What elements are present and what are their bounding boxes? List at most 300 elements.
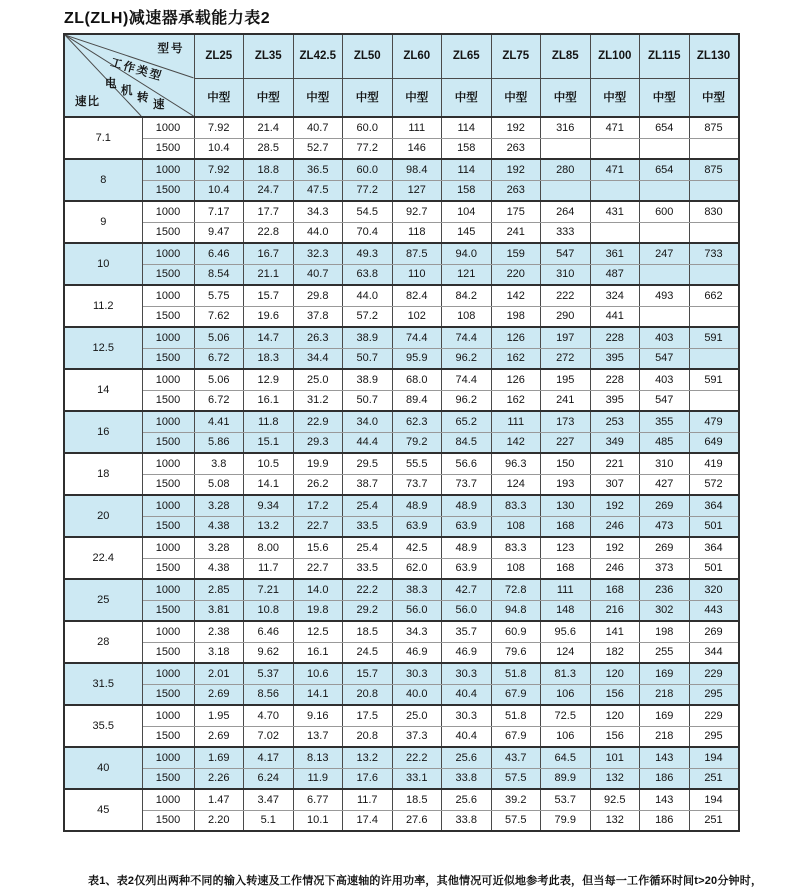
value-cell: 132 [590,810,640,831]
value-cell: 54.5 [343,201,393,222]
value-cell: 9.47 [194,222,244,243]
table-row [64,117,739,138]
value-cell: 6.24 [244,768,294,789]
value-cell: 169 [640,705,690,726]
value-cell [640,264,690,285]
value-cell [689,306,739,327]
speed-cell: 1000 [142,411,194,432]
speed-cell: 1000 [142,621,194,642]
value-cell: 132 [590,768,640,789]
value-cell: 236 [640,579,690,600]
type-header: 中型 [590,78,640,117]
value-cell: 20.8 [343,684,393,705]
value-cell: 111 [541,579,591,600]
type-header: 中型 [392,78,442,117]
ratio-cell: 40 [64,747,142,789]
value-cell: 56.0 [442,600,492,621]
value-cell: 114 [442,117,492,138]
value-cell: 8.00 [244,537,294,558]
value-cell: 101 [590,747,640,768]
value-cell: 32.3 [293,243,343,264]
value-cell: 192 [491,117,541,138]
value-cell: 7.92 [194,117,244,138]
value-cell: 1.47 [194,789,244,810]
table-row [64,600,739,621]
value-cell: 349 [590,432,640,453]
value-cell: 120 [590,663,640,684]
speed-cell: 1500 [142,642,194,663]
value-cell: 38.9 [343,369,393,390]
value-cell: 40.4 [442,684,492,705]
value-cell: 124 [541,642,591,663]
value-cell: 47.5 [293,180,343,201]
value-cell: 108 [442,306,492,327]
value-cell: 40.0 [392,684,442,705]
type-header: 中型 [293,78,343,117]
value-cell: 126 [491,327,541,348]
value-cell: 24.5 [343,642,393,663]
value-cell: 39.2 [491,789,541,810]
value-cell: 310 [541,264,591,285]
table-row [64,810,739,831]
value-cell: 111 [392,117,442,138]
value-cell: 875 [689,117,739,138]
value-cell: 37.3 [392,726,442,747]
value-cell: 395 [590,390,640,411]
corner-label-model: 型号 [157,43,185,55]
value-cell: 150 [541,453,591,474]
value-cell: 50.7 [343,390,393,411]
value-cell: 5.75 [194,285,244,306]
value-cell: 11.7 [244,558,294,579]
value-cell: 49.3 [343,243,393,264]
value-cell: 733 [689,243,739,264]
value-cell: 269 [640,537,690,558]
value-cell: 302 [640,600,690,621]
value-cell: 63.8 [343,264,393,285]
value-cell: 14.1 [293,684,343,705]
model-header-ZL50: ZL50 [343,34,393,78]
ratio-cell: 22.4 [64,537,142,579]
value-cell [590,180,640,201]
value-cell [689,138,739,159]
value-cell: 79.2 [392,432,442,453]
table-row [64,789,739,810]
value-cell: 34.4 [293,348,343,369]
value-cell: 141 [590,621,640,642]
value-cell: 6.46 [194,243,244,264]
table-row [64,621,739,642]
value-cell: 17.2 [293,495,343,516]
table-row [64,537,739,558]
value-cell: 227 [541,432,591,453]
value-cell: 192 [590,495,640,516]
table-row [64,180,739,201]
table-row [64,159,739,180]
value-cell [689,264,739,285]
value-cell: 572 [689,474,739,495]
value-cell: 222 [541,285,591,306]
ratio-cell: 25 [64,579,142,621]
value-cell: 2.01 [194,663,244,684]
value-cell: 158 [442,180,492,201]
value-cell: 162 [491,348,541,369]
value-cell: 441 [590,306,640,327]
value-cell: 493 [640,285,690,306]
model-header-ZL35: ZL35 [244,34,294,78]
value-cell: 9.62 [244,642,294,663]
value-cell: 547 [640,390,690,411]
value-cell: 263 [491,180,541,201]
value-cell: 186 [640,810,690,831]
value-cell: 18.5 [392,789,442,810]
value-cell: 3.8 [194,453,244,474]
value-cell: 30.3 [392,663,442,684]
value-cell: 22.2 [392,747,442,768]
value-cell: 320 [689,579,739,600]
value-cell: 57.5 [491,810,541,831]
speed-cell: 1500 [142,432,194,453]
speed-cell: 1500 [142,348,194,369]
value-cell: 501 [689,558,739,579]
table-row [64,411,739,432]
value-cell: 241 [541,390,591,411]
value-cell: 74.4 [392,327,442,348]
table-row [64,348,739,369]
value-cell [689,222,739,243]
value-cell: 14.0 [293,579,343,600]
value-cell: 38.7 [343,474,393,495]
value-cell: 192 [590,537,640,558]
capacity-table [63,33,740,832]
value-cell: 98.4 [392,159,442,180]
value-cell: 102 [392,306,442,327]
value-cell: 124 [491,474,541,495]
value-cell: 182 [590,642,640,663]
value-cell: 290 [541,306,591,327]
ratio-cell: 7.1 [64,117,142,159]
value-cell: 269 [689,621,739,642]
value-cell: 479 [689,411,739,432]
value-cell: 48.9 [442,537,492,558]
table-row [64,747,739,768]
value-cell: 50.7 [343,348,393,369]
value-cell: 10.1 [293,810,343,831]
value-cell: 67.9 [491,726,541,747]
value-cell: 25.6 [442,789,492,810]
value-cell: 487 [590,264,640,285]
model-header-ZL115: ZL115 [640,34,690,78]
value-cell: 654 [640,117,690,138]
value-cell [541,180,591,201]
value-cell: 7.21 [244,579,294,600]
footnote: 表1、表2仅列出两种不同的输入转速及工作情况下高速轴的许用功率，其他情况可近似地参考此表，但当每一工作循环时间t>20分钟时， [88,875,763,887]
value-cell: 228 [590,369,640,390]
value-cell: 15.7 [244,285,294,306]
table-row [64,642,739,663]
value-cell: 42.7 [442,579,492,600]
value-cell: 16.7 [244,243,294,264]
value-cell: 419 [689,453,739,474]
value-cell: 74.4 [442,327,492,348]
value-cell: 307 [590,474,640,495]
model-header-ZL75: ZL75 [491,34,541,78]
value-cell: 94.0 [442,243,492,264]
speed-cell: 1000 [142,495,194,516]
value-cell: 14.1 [244,474,294,495]
table-row [64,264,739,285]
value-cell: 471 [590,159,640,180]
value-cell: 34.0 [343,411,393,432]
value-cell: 173 [541,411,591,432]
value-cell: 121 [442,264,492,285]
value-cell: 42.5 [392,537,442,558]
speed-cell: 1000 [142,789,194,810]
value-cell: 12.5 [293,621,343,642]
value-cell: 95.6 [541,621,591,642]
value-cell: 40.7 [293,117,343,138]
value-cell: 96.2 [442,348,492,369]
value-cell: 22.7 [293,516,343,537]
value-cell: 218 [640,684,690,705]
value-cell: 111 [491,411,541,432]
value-cell: 89.4 [392,390,442,411]
value-cell: 169 [640,663,690,684]
value-cell: 17.5 [343,705,393,726]
value-cell: 17.6 [343,768,393,789]
page-title: ZL(ZLH)减速器承载能力表2 [64,10,271,27]
value-cell: 25.4 [343,537,393,558]
value-cell: 4.70 [244,705,294,726]
value-cell: 38.3 [392,579,442,600]
value-cell: 26.3 [293,327,343,348]
value-cell: 547 [640,348,690,369]
value-cell: 7.62 [194,306,244,327]
value-cell: 22.2 [343,579,393,600]
value-cell: 142 [491,285,541,306]
value-cell: 19.8 [293,600,343,621]
value-cell: 33.5 [343,516,393,537]
value-cell: 186 [640,768,690,789]
table-body [64,117,739,831]
table-row [64,768,739,789]
value-cell: 77.2 [343,180,393,201]
speed-cell: 1000 [142,201,194,222]
speed-cell: 1500 [142,558,194,579]
value-cell: 10.4 [194,180,244,201]
value-cell: 60.0 [343,117,393,138]
value-cell: 44.0 [343,285,393,306]
value-cell [590,222,640,243]
type-header: 中型 [541,78,591,117]
value-cell: 79.6 [491,642,541,663]
value-cell: 94.8 [491,600,541,621]
value-cell: 8.56 [244,684,294,705]
value-cell: 473 [640,516,690,537]
value-cell: 295 [689,726,739,747]
value-cell: 198 [491,306,541,327]
value-cell: 4.17 [244,747,294,768]
value-cell: 143 [640,789,690,810]
value-cell: 269 [640,495,690,516]
value-cell: 168 [541,558,591,579]
corner-header-cell [64,34,194,117]
value-cell: 20.8 [343,726,393,747]
value-cell: 662 [689,285,739,306]
value-cell: 9.16 [293,705,343,726]
speed-cell: 1000 [142,369,194,390]
table-row [64,579,739,600]
value-cell: 241 [491,222,541,243]
value-cell: 63.9 [442,558,492,579]
value-cell: 221 [590,453,640,474]
ratio-cell: 20 [64,495,142,537]
value-cell: 220 [491,264,541,285]
value-cell: 373 [640,558,690,579]
value-cell: 547 [541,243,591,264]
value-cell: 51.8 [491,705,541,726]
value-cell: 875 [689,159,739,180]
value-cell: 21.4 [244,117,294,138]
value-cell: 2.69 [194,684,244,705]
value-cell: 43.7 [491,747,541,768]
value-cell: 471 [590,117,640,138]
speed-cell: 1000 [142,285,194,306]
value-cell: 120 [590,705,640,726]
model-header-ZL85: ZL85 [541,34,591,78]
value-cell: 263 [491,138,541,159]
value-cell: 114 [442,159,492,180]
value-cell [689,348,739,369]
value-cell: 17.7 [244,201,294,222]
table-row [64,390,739,411]
value-cell [640,138,690,159]
value-cell: 27.6 [392,810,442,831]
value-cell: 5.06 [194,327,244,348]
value-cell: 344 [689,642,739,663]
value-cell: 92.5 [590,789,640,810]
value-cell: 600 [640,201,690,222]
value-cell: 62.3 [392,411,442,432]
speed-cell: 1500 [142,474,194,495]
model-header-ZL100: ZL100 [590,34,640,78]
value-cell: 159 [491,243,541,264]
value-cell: 110 [392,264,442,285]
value-cell: 13.7 [293,726,343,747]
ratio-cell: 11.2 [64,285,142,327]
speed-cell: 1500 [142,390,194,411]
value-cell: 193 [541,474,591,495]
type-header: 中型 [689,78,739,117]
value-cell: 18.3 [244,348,294,369]
ratio-cell: 35.5 [64,705,142,747]
model-header-ZL65: ZL65 [442,34,492,78]
value-cell: 280 [541,159,591,180]
value-cell: 46.9 [392,642,442,663]
value-cell: 29.5 [343,453,393,474]
value-cell: 30.3 [442,663,492,684]
value-cell: 194 [689,789,739,810]
value-cell: 72.8 [491,579,541,600]
value-cell: 195 [541,369,591,390]
value-cell: 33.5 [343,558,393,579]
value-cell: 830 [689,201,739,222]
value-cell: 218 [640,726,690,747]
table-row [64,306,739,327]
value-cell: 2.38 [194,621,244,642]
table-row [64,432,739,453]
value-cell: 198 [640,621,690,642]
model-header-ZL60: ZL60 [392,34,442,78]
type-header: 中型 [442,78,492,117]
value-cell: 6.72 [194,348,244,369]
value-cell: 29.3 [293,432,343,453]
value-cell: 216 [590,600,640,621]
value-cell [689,390,739,411]
value-cell: 591 [689,327,739,348]
value-cell: 68.0 [392,369,442,390]
value-cell: 19.6 [244,306,294,327]
corner-label-ratio: 速比 [75,96,100,108]
value-cell: 25.4 [343,495,393,516]
value-cell: 649 [689,432,739,453]
value-cell: 22.7 [293,558,343,579]
value-cell: 29.2 [343,600,393,621]
ratio-cell: 18 [64,453,142,495]
value-cell: 52.7 [293,138,343,159]
value-cell: 17.4 [343,810,393,831]
value-cell: 33.8 [442,810,492,831]
table-row [64,726,739,747]
value-cell: 251 [689,768,739,789]
value-cell [640,306,690,327]
value-cell: 654 [640,159,690,180]
value-cell: 95.9 [392,348,442,369]
value-cell: 10.4 [194,138,244,159]
value-cell: 48.9 [442,495,492,516]
ratio-cell: 10 [64,243,142,285]
value-cell: 310 [640,453,690,474]
ratio-cell: 28 [64,621,142,663]
value-cell: 5.37 [244,663,294,684]
value-cell: 324 [590,285,640,306]
speed-cell: 1000 [142,537,194,558]
value-cell: 247 [640,243,690,264]
value-cell [541,138,591,159]
value-cell: 44.0 [293,222,343,243]
ratio-cell: 31.5 [64,663,142,705]
value-cell: 14.7 [244,327,294,348]
value-cell: 18.5 [343,621,393,642]
value-cell: 1.95 [194,705,244,726]
value-cell: 2.69 [194,726,244,747]
value-cell: 3.81 [194,600,244,621]
corner-label-work-type: 工作类型 [108,56,165,84]
table-row [64,663,739,684]
model-header-ZL130: ZL130 [689,34,739,78]
value-cell: 35.7 [442,621,492,642]
speed-cell: 1500 [142,726,194,747]
value-cell: 3.47 [244,789,294,810]
value-cell: 12.9 [244,369,294,390]
value-cell: 81.3 [541,663,591,684]
value-cell: 55.5 [392,453,442,474]
speed-cell: 1500 [142,306,194,327]
value-cell: 73.7 [442,474,492,495]
ratio-cell: 45 [64,789,142,831]
table-row [64,201,739,222]
type-header: 中型 [244,78,294,117]
